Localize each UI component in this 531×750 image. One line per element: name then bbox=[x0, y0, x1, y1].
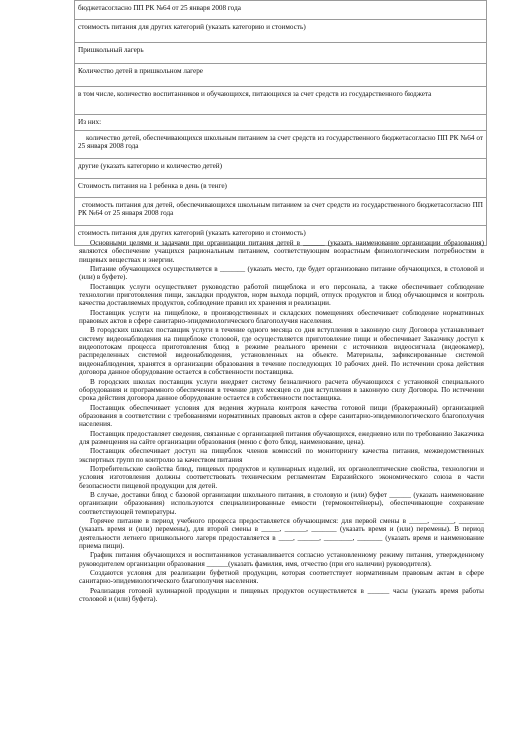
paragraph: График питания обучающихся и воспитанников устанавливается согласно установленному режиму питания, утвержденному руководителем организации образования ______(указать фамилия, имя, отчество (при его наличии) руководителя). bbox=[79, 551, 484, 568]
table-row bbox=[75, 179, 487, 198]
paragraph: Поставщик предоставляет сведения, связанные с организацией питания обучающихся, ежедневно или по требованию Заказчика для размещения на сайте организации образования (меню с фото блюд, наименование, цена). bbox=[79, 429, 484, 446]
table-row bbox=[75, 64, 487, 87]
paragraph: Питание обучающихся осуществляется в _______ (указать место, где будет организовано питание обучающихся, в столовой и (или) в буфете). bbox=[79, 265, 484, 282]
paragraph: Основными целями и задачами при организации питания детей в ______ (указать наименование организации образования) являются обеспечение учащихся рациональным питанием, соответствующим возрастным физиологическим потребностям в пищевых веществах и энергии. bbox=[79, 239, 484, 264]
table-row bbox=[75, 20, 487, 43]
table-cell: стоимость питания для детей, обеспечивающихся школьным питанием за счет средств из государственного бюджетасогласно ПП РК №64 от 25 января 2008 года bbox=[75, 198, 487, 226]
paragraph: Поставщик обеспечивает доступ на пищеблок членов комиссий по мониторингу качества питания, межведомственных экспертных групп по контролю за качеством питания bbox=[79, 447, 484, 464]
table-cell: Пришкольный лагерь bbox=[75, 43, 487, 64]
table-cell: в том числе, количество воспитанников и обучающихся, питающихся за счет средств из государственного бюджета bbox=[75, 87, 487, 115]
paragraph: Поставщик услуги осуществляет руководство работой пищеблока и его персонала, а также обеспечивает соблюдение технологии приготовления пищи, закладки продуктов, норм выхода порций, отпуск продуктов и блюд обучающимся и контроль качества доставляемых продуктов, соблюдение правил их хранения и реализации. bbox=[79, 282, 484, 308]
table-cell: другие (указать категорию и количество детей) bbox=[75, 159, 487, 179]
table-cell: стоимость питания для других категорий (указать категорию и стоимость) bbox=[75, 226, 487, 246]
table-row bbox=[75, 159, 487, 179]
body-text bbox=[79, 239, 484, 603]
paragraph: Создаются условия для реализации буфетной продукции, которая соответствует нормативным правовым актам в сфере санитарно-эпидемиологического благополучия населения. bbox=[79, 569, 484, 586]
paragraph: Горячее питание в период учебного процесса предоставляется обучающимся: для первой смены в _____, ______, _______ (указать время и (или) перемены), для второй смены в _____, ______, _______ (указать время и (или) перемены). В период деятельности летнего пришкольного лагеря предоставляется в ____, ______, ________, _______ (указать время и наименование приема пищи). bbox=[79, 517, 484, 551]
nutrition-form-table bbox=[74, 0, 487, 246]
table-row bbox=[75, 131, 487, 159]
paragraph: Поставщик обеспечивает условия для ведения журнала контроля качества готовой пищи (бракеражный) организацией образования в соответствии с требованиями нормативных правовых актов в сфере санитарно-эпидемиологического благополучия населения. bbox=[79, 403, 484, 429]
table-row bbox=[75, 115, 487, 131]
table-cell: стоимость питания для других категорий (указать категорию и стоимость) bbox=[75, 20, 487, 43]
paragraph: В городских школах поставщик услуги внедряет систему безналичного расчета обучающихся с установкой специального оборудования и программного обеспечения в течение двух месяцев со дня вступления в законную силу Договора. По истечении срока действия договора данное оборудование остается в собственности поставщика. bbox=[79, 377, 484, 403]
paragraph: Потребительские свойства блюд, пищевых продуктов и кулинарных изделий, их органолептические свойства, технологии и условия изготовления должны соответствовать техническим регламентам Евразийского экономического союза в части безопасности пищевой продукции для детей. bbox=[79, 464, 484, 490]
table-cell: количество детей, обеспечивающихся школьным питанием за счет средств из государственного бюджетасогласно ПП РК №64 от 25 января 2008 года bbox=[75, 131, 487, 159]
table-cell: Стоимость питания на 1 ребенка в день (в тенге) bbox=[75, 179, 487, 198]
table-row bbox=[75, 198, 487, 226]
table-row bbox=[75, 87, 487, 115]
paragraph: Реализация готовой кулинарной продукции и пищевых продуктов осуществляется в ______ часы (указать время работы столовой и (или) буфета). bbox=[79, 586, 484, 604]
table-row bbox=[75, 43, 487, 64]
table-cell: Количество детей в пришкольном лагере bbox=[75, 64, 487, 87]
table-cell: Из них: bbox=[75, 115, 487, 131]
table-cell: бюджетасогласно ПП РК №64 от 25 января 2008 года bbox=[75, 1, 487, 20]
table-row bbox=[75, 1, 487, 20]
paragraph: Поставщик услуги на пищеблоке, в производственных и складских помещениях обеспечивает соблюдение нормативных правовых актов в сфере санитарно-эпидемиологического благополучия населения. bbox=[79, 308, 484, 326]
paragraph: В случае, доставки блюд с базовой организации школьного питания, в столовую и (или) буфет ______ (указать наименование организации образования) используются специализированные емкости (термоконтейнеры), обеспечивающие сохранение соответствующей температуры. bbox=[79, 490, 484, 516]
paragraph: В городских школах поставщик услуги в течение одного месяца со дня вступления в законную силу Договора устанавливает систему видеонаблюдения на пищеблоке столовой, где осуществляется приготовление пищи и обеспечивает Заказчику доступ к видеопотокам процесса приготовления блюд в режиме реального времени с источников видеосигнала (видеокамер), распределенных системой видеонаблюдения, установленных на объекте. Материалы, зафиксированные системой видеонаблюдения, хранятся в организации образования в течение последующих 10 рабочих дней. По истечении срока действия договора данное оборудование остается в собственности поставщика. bbox=[79, 326, 484, 377]
